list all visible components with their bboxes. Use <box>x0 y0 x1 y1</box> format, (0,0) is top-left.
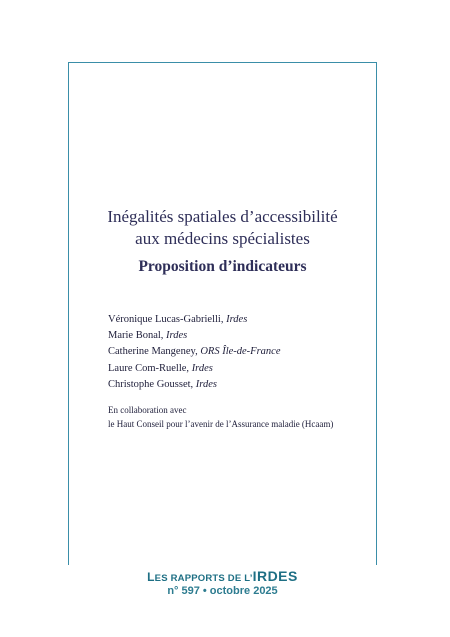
author-list <box>108 312 281 393</box>
author-affiliation: Irdes <box>226 314 248 325</box>
series-label: ES RAPPORTS DE L’ <box>154 573 253 584</box>
issue-number-date: n° 597 • octobre 2025 <box>167 585 278 597</box>
author-item <box>108 312 281 328</box>
author-name: Véronique Lucas-Gabrielli, <box>108 314 227 325</box>
collaboration-line-2: le Haut Conseil pour l’avenir de l’Assurance maladie (Hcaam) <box>108 419 334 429</box>
irdes-logo: IRDES <box>252 568 298 584</box>
author-affiliation: Irdes <box>195 378 217 390</box>
author-name: Marie Bonal, <box>108 330 167 342</box>
report-title-line-2: aux médecins spécialistes <box>135 229 310 248</box>
series-banner <box>68 565 377 587</box>
author-affiliation: ORS Île-de-France <box>200 346 281 358</box>
author-affiliation: Irdes <box>166 330 188 342</box>
author-item <box>108 344 281 360</box>
collaboration-line-1: En collaboration avec <box>108 405 187 415</box>
author-item <box>108 328 281 344</box>
author-item <box>108 377 281 393</box>
author-name: Christophe Gousset, <box>108 378 196 390</box>
author-name: Catherine Mangeney, <box>108 346 201 358</box>
series-name <box>141 568 304 584</box>
author-name: Laure Com-Ruelle, <box>108 362 192 374</box>
series-initial: L <box>147 570 155 584</box>
report-subtitle: Proposition d’indicateurs <box>138 258 307 275</box>
author-affiliation: Irdes <box>191 362 213 374</box>
report-title-line-1: Inégalités spatiales d’accessibilité <box>107 207 338 226</box>
author-item <box>108 361 281 377</box>
collaboration-note <box>108 403 333 431</box>
